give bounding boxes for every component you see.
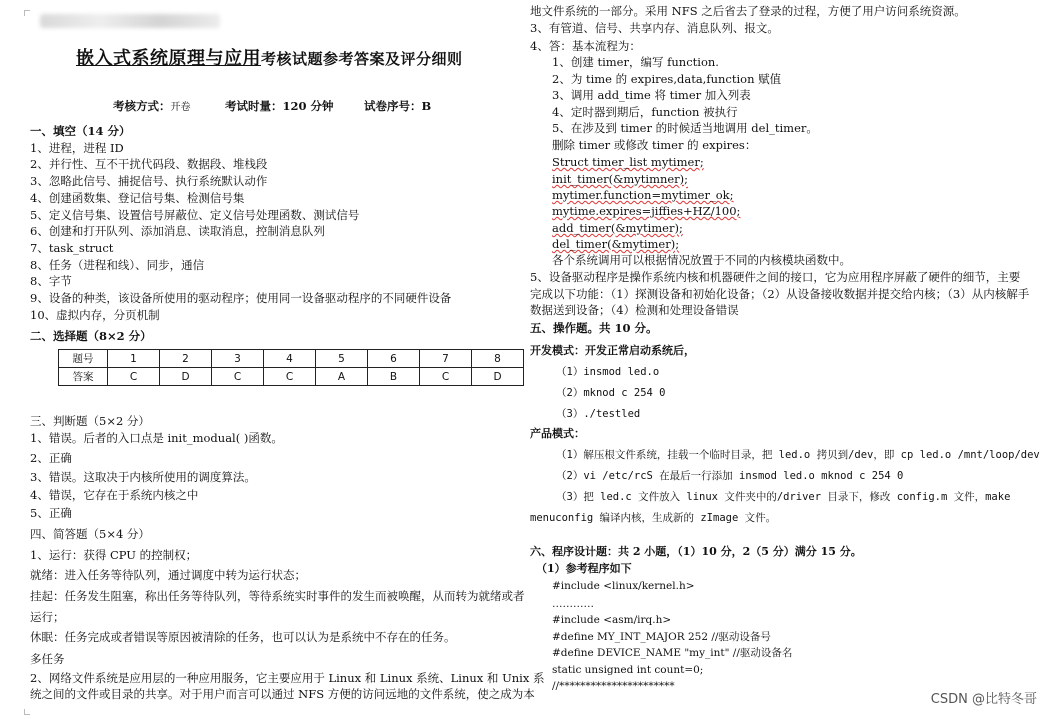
code-line: mytime.expires=jiffies+HZ/100; — [552, 204, 741, 218]
table-cell: D — [160, 368, 212, 386]
right-text-line: 3、有管道、信号、共享内存、消息队列、报文。 — [530, 21, 779, 35]
judge-item: 3、错误。这取决于内核所使用的调度算法。 — [30, 470, 256, 484]
judge-item: 5、正确 — [30, 506, 72, 520]
table-cell: C — [420, 368, 472, 386]
table-cell: 7 — [420, 350, 472, 368]
short-answer-line: 就绪：进入任务等待队列，通过调度中转为运行状态； — [30, 568, 306, 582]
table-cell: 1 — [108, 350, 160, 368]
table-cell: 题号 — [59, 350, 108, 368]
exam-time: 考试时量：120 分钟 — [225, 99, 334, 113]
short-answer-line: 挂起：任务发生阻塞，称出任务等待队列，等待系统实时事件的发生而被唤醒，从而转为就绪或者 — [30, 589, 525, 603]
short-answer-line: 运行； — [30, 610, 65, 624]
code-line: ………… — [552, 598, 594, 610]
choice-answer-table — [58, 349, 524, 386]
code-line: add_timer(&mytimer); — [552, 221, 683, 235]
right-text-line: 2、为 time 的 expires,data,function 赋值 — [552, 72, 782, 86]
table-cell: D — [472, 368, 524, 386]
table-row — [59, 350, 524, 368]
short-answer-line: 休眠：任务完成或者错误等原因被清除的任务，也可以认为是系统中不存在的任务。 — [30, 630, 456, 644]
right-text-line: 4、答：基本流程为： — [530, 39, 641, 53]
fill-item: 6、创建和打开队列、添加消息、读取消息，控制消息队列 — [30, 224, 325, 238]
fill-item: 8、字节 — [30, 274, 72, 288]
fill-item: 4、创建函数集、登记信号集、检测信号集 — [30, 191, 245, 205]
section-operation-title: 五、操作题。共 10 分。 — [530, 321, 658, 335]
csdn-watermark: CSDN @比特冬哥 — [930, 692, 1037, 707]
right-text-line: 5、设备驱动程序是操作系统内核和机器硬件之间的接口，它为应用程序屏蔽了硬件的细节，主要 — [530, 270, 1021, 284]
fill-item: 9、设备的种类，该设备所使用的驱动程序；使用同一设备驱动程序的不同硬件设备 — [30, 291, 452, 305]
table-cell: B — [368, 368, 420, 386]
short-answer-line: 统之间的文件或目录的共享。对于用户而言可以通过 NFS 方便的访问远地的文件系统，使之成为本 — [30, 687, 535, 701]
fill-item: 10、虚拟内存，分页机制 — [30, 308, 160, 322]
code-line: Struct timer_list mytimer; — [552, 155, 704, 169]
program-subtitle: （1）参考程序如下 — [536, 562, 632, 575]
right-text-line: 删除 timer 或修改 timer 的 expires： — [552, 138, 757, 152]
table-row — [59, 368, 524, 386]
command-line: menuconfig 编译内核，生成新的 zImage 文件。 — [530, 512, 777, 524]
fill-item: 2、并行性、互不干扰代码段、数据段、堆栈段 — [30, 157, 268, 171]
command-line: （3）./testled — [556, 408, 641, 420]
right-text-line: 数据送到设备；（4）检测和处理设备错误 — [530, 303, 739, 317]
section-short-title: 四、简答题（5×4 分） — [30, 527, 150, 541]
title-underlined: 嵌入式系统原理与应用 — [76, 48, 261, 69]
right-text-line: 5、在涉及到 timer 的时候适当地调用 del_timer。 — [552, 121, 818, 135]
table-cell: 2 — [160, 350, 212, 368]
fill-item: 7、task_struct — [30, 241, 114, 255]
product-mode-label: 产品模式： — [530, 427, 585, 440]
command-line: （2）vi /etc/rcS 在最后一行添加 insmod led.o mknod c 254 0 — [556, 470, 904, 482]
table-cell: 3 — [212, 350, 264, 368]
judge-item: 2、正确 — [30, 451, 72, 465]
table-cell: 4 — [264, 350, 316, 368]
judge-item: 1、错误。后者的入口点是 init_modual( )函数。 — [30, 431, 283, 445]
right-text-line: 3、调用 add_time 将 timer 加入列表 — [552, 88, 751, 102]
table-cell: C — [264, 368, 316, 386]
code-line: //********************** — [552, 680, 675, 692]
exam-mode: 考核方式：开卷 — [113, 99, 191, 113]
short-answer-line: 1、运行：获得 CPU 的控制权； — [30, 548, 198, 562]
fill-item: 3、忽略此信号、捕捉信号、执行系统默认动作 — [30, 174, 268, 188]
code-line: #define DEVICE_NAME "my_int" //驱动设备名 — [552, 647, 793, 659]
fill-item: 5、定义信号集、设置信号屏蔽位、定义信号处理函数、测试信号 — [30, 208, 360, 222]
page-corner-mark — [24, 10, 30, 16]
table-cell: C — [212, 368, 264, 386]
code-line: #define MY_INT_MAJOR 252 //驱动设备号 — [552, 631, 771, 643]
code-line: init_timer(&mytimner); — [552, 172, 689, 186]
table-cell: C — [108, 368, 160, 386]
table-cell: A — [316, 368, 368, 386]
table-cell: 8 — [472, 350, 524, 368]
right-text-line: 完成以下功能：（1）探测设备和初始化设备；（2）从设备接收数据并提交给内核；（3）从内核解手 — [530, 287, 1030, 301]
short-answer-line: 2、网络文件系统是应用层的一种应用服务，它主要应用于 Linux 和 Linux 系统、Linux 和 Unix 系 — [30, 671, 545, 685]
code-line: mytimer.function=mytimer_ok; — [552, 188, 734, 202]
dev-mode-label: 开发模式：开发正常启动系统后， — [530, 344, 695, 357]
code-line: del_timer(&mytimer); — [552, 237, 680, 251]
command-line: （3）把 led.c 文件放入 linux 文件夹中的/driver 目录下，修改 config.m 文件，make — [556, 491, 1011, 503]
fill-item: 8、任务（进程和线）、同步，通信 — [30, 258, 205, 272]
page-corner-mark — [24, 709, 30, 715]
section-program-title: 六、程序设计题：共 2 小题，（1）10 分，2（5 分）满分 15 分。 — [530, 545, 862, 558]
right-text-line: 1、创建 timer，编写 function. — [552, 55, 719, 69]
document-title — [76, 48, 463, 69]
section-judge-title: 三、判断题（5×2 分） — [30, 414, 150, 428]
section-choice-title: 二、选择题（8×2 分） — [30, 329, 152, 343]
code-line: #include <linux/kernel.h> — [552, 580, 695, 592]
right-text-line: 各个系统调用可以根据情况放置于不同的内核模块函数中。 — [552, 253, 851, 267]
command-line: （1）解压根文件系统，挂载一个临时目录，把 led.o 拷贝到/dev，即 cp led.o /mnt/loop/dev — [556, 449, 1040, 461]
judge-item: 4、错误，它存在于系统内核之中 — [30, 488, 199, 502]
right-text-line: 地文件系统的一部分。采用 NFS 之后省去了登录的过程，方便了用户访问系统资源。 — [530, 4, 966, 18]
code-line: #include <asm/irq.h> — [552, 614, 672, 626]
fill-item: 1、进程，进程 ID — [30, 141, 124, 155]
section-fill-title: 一、填空（14 分） — [30, 124, 131, 138]
table-cell: 6 — [368, 350, 420, 368]
command-line: （2）mknod c 254 0 — [556, 387, 666, 399]
code-line: static unsigned int count=0; — [552, 664, 704, 676]
right-text-line: 4、定时器到期后，function 被执行 — [552, 105, 738, 119]
paper-number: 试卷序号：B — [364, 99, 432, 113]
table-cell: 答案 — [59, 368, 108, 386]
short-answer-line: 多任务 — [30, 652, 65, 666]
title-rest: 考核试题参考答案及评分细则 — [261, 50, 463, 68]
table-cell: 5 — [316, 350, 368, 368]
command-line: （1）insmod led.o — [556, 366, 660, 378]
blurred-header-area — [40, 14, 220, 28]
